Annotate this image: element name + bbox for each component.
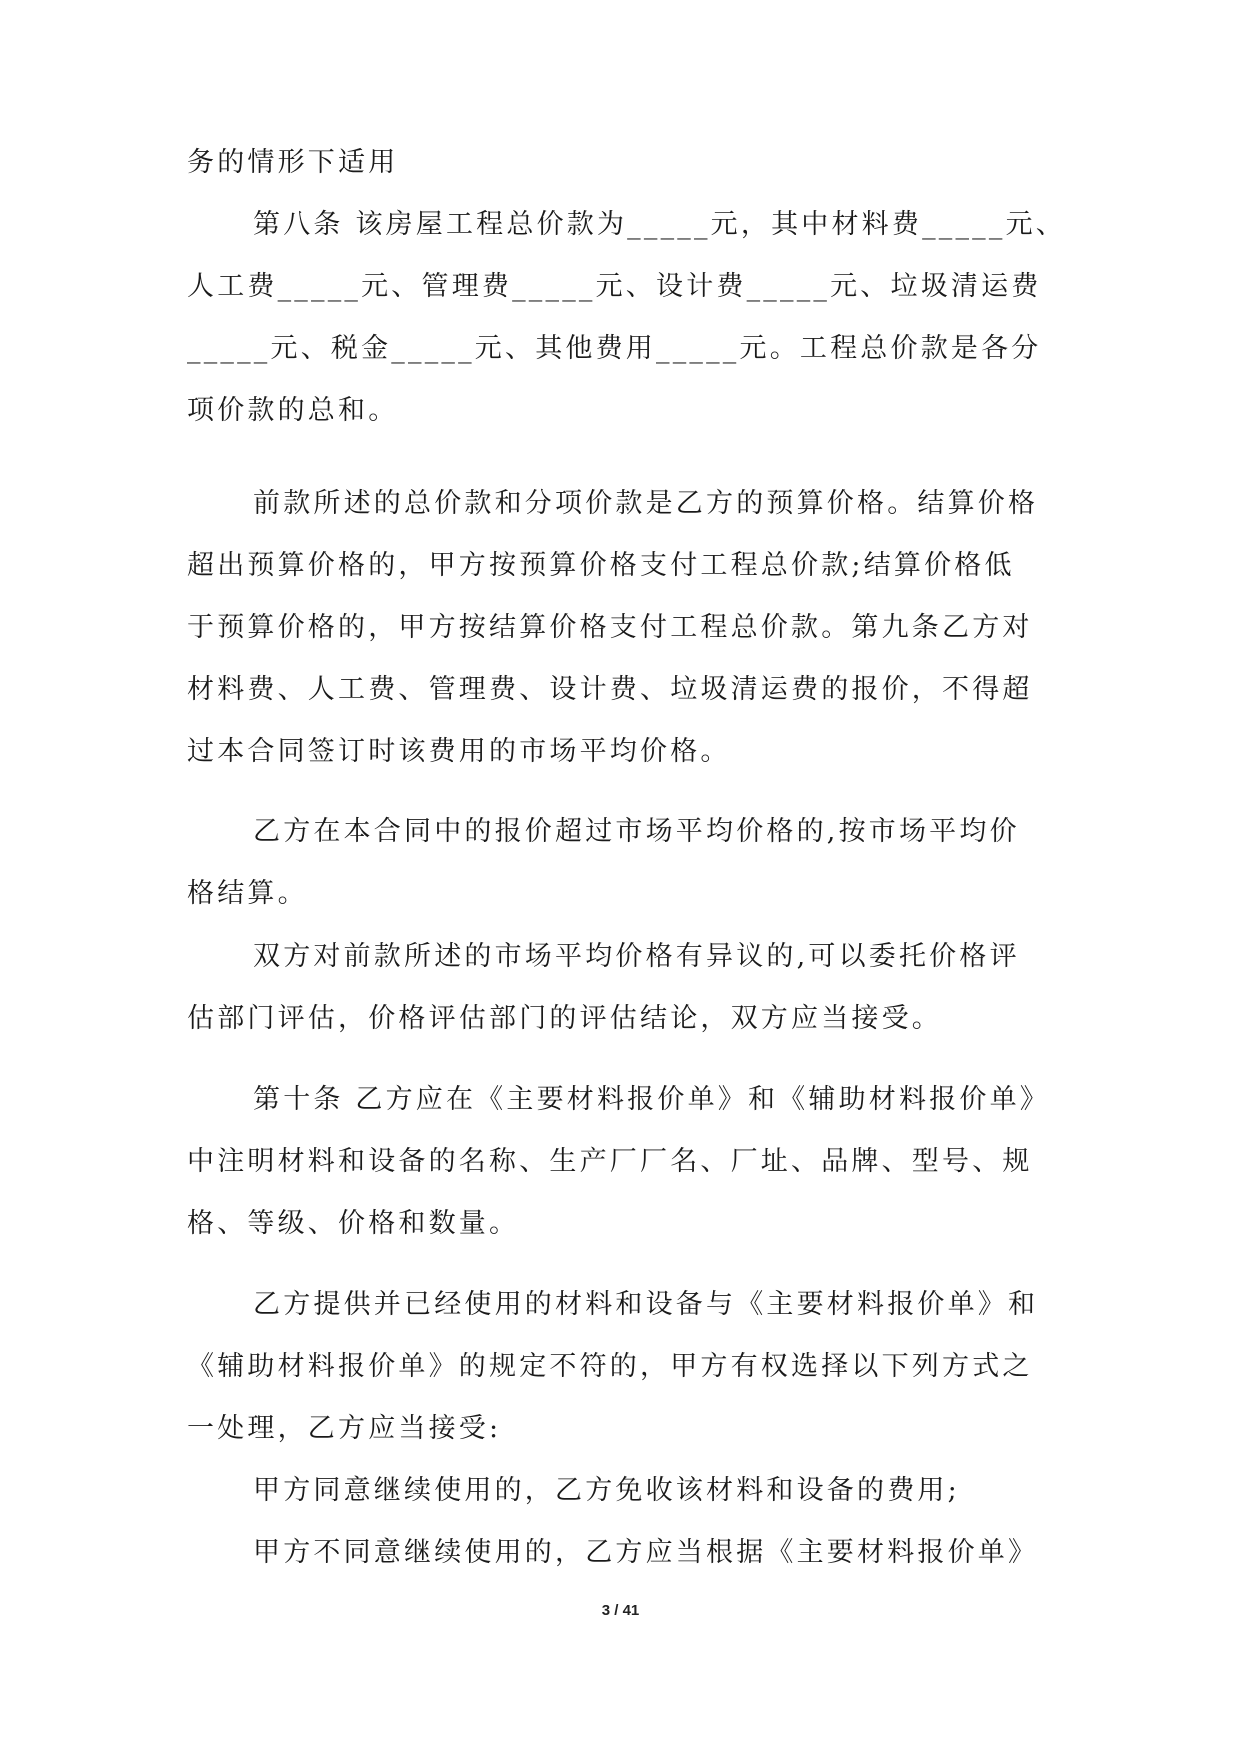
text-line: 超出预算价格的，甲方按预算价格支付工程总价款;结算价格低 xyxy=(187,550,1015,581)
text-line: _____元、税金_____元、其他费用_____元。工程总价款是各分 xyxy=(187,333,1042,364)
text-line: 务的情形下适用 xyxy=(187,147,399,178)
text-line: 中注明材料和设备的名称、生产厂厂名、厂址、品牌、型号、规 xyxy=(187,1146,1033,1177)
text-line: 乙方在本合同中的报价超过市场平均价格的,按市场平均价 xyxy=(253,816,1020,847)
text-line: 人工费_____元、管理费_____元、设计费_____元、垃圾清运费 xyxy=(187,271,1042,302)
text-line: 第十条 乙方应在《主要材料报价单》和《辅助材料报价单》 xyxy=(253,1084,1050,1115)
text-line: 过本合同签订时该费用的市场平均价格。 xyxy=(187,736,731,767)
text-line: 格结算。 xyxy=(187,878,308,909)
text-line: 格、等级、价格和数量。 xyxy=(187,1208,520,1239)
text-line: 前款所述的总价款和分项价款是乙方的预算价格。结算价格 xyxy=(253,488,1039,519)
text-line: 估部门评估，价格评估部门的评估结论，双方应当接受。 xyxy=(187,1003,942,1034)
text-line: 材料费、人工费、管理费、设计费、垃圾清运费的报价，不得超 xyxy=(187,674,1033,705)
text-line: 乙方提供并已经使用的材料和设备与《主要材料报价单》和 xyxy=(253,1289,1039,1320)
text-line: 《辅助材料报价单》的规定不符的，甲方有权选择以下列方式之 xyxy=(187,1351,1033,1382)
text-line: 一处理，乙方应当接受: xyxy=(187,1413,502,1444)
text-line: 甲方同意继续使用的，乙方免收该材料和设备的费用; xyxy=(253,1475,960,1506)
text-line: 于预算价格的，甲方按结算价格支付工程总价款。第九条乙方对 xyxy=(187,612,1033,643)
text-line: 第八条 该房屋工程总价款为_____元，其中材料费_____元、 xyxy=(253,209,1066,240)
text-line: 甲方不同意继续使用的，乙方应当根据《主要材料报价单》 xyxy=(253,1537,1039,1568)
text-line: 双方对前款所述的市场平均价格有异议的,可以委托价格评 xyxy=(253,941,1020,972)
page-number: 3 / 41 xyxy=(601,1602,640,1619)
text-line: 项价款的总和。 xyxy=(187,395,399,426)
